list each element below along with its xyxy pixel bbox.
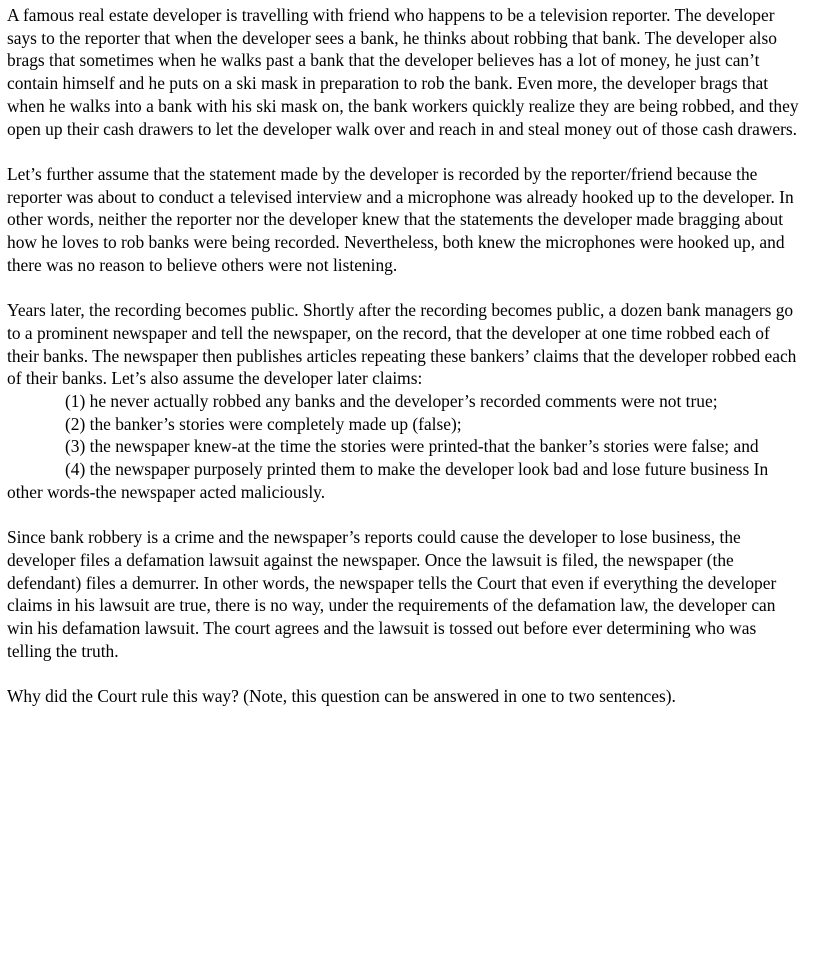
claim-item-2: (2) the banker’s stories were completely made up (false); bbox=[65, 413, 462, 434]
paragraph-claims bbox=[7, 299, 803, 503]
question-text: Why did the Court rule this way? (Note, this question can be answered in one to two sentences). bbox=[7, 686, 676, 707]
document-body bbox=[7, 4, 803, 730]
paragraph-scenario: A famous real estate developer is travelling with friend who happens to be a television reporter. The developer says to the reporter that when the developer sees a bank, he thinks about robbing that bank. The developer also brags that sometimes when he walks past a bank that the developer believes has a lot of money, he just can’t contain himself and he puts on a ski mask in preparation to rob the bank. Even more, the developer brags that when he walks into a bank with his ski mask on, the bank workers quickly realize they are being robbed, and they open up their cash drawers to let the developer walk over and reach in and steal money out of those cash drawers. bbox=[7, 5, 799, 139]
claim-item-1: (1) he never actually robbed any banks and the developer’s recorded comments were not true; bbox=[65, 390, 718, 411]
claim-item-4: (4) the newspaper purposely printed them to make the developer look bad and lose future business In other words-the newspaper acted maliciously. bbox=[7, 459, 769, 502]
paragraph-publication: Years later, the recording becomes public. Shortly after the recording becomes public, a dozen bank managers go to a prominent newspaper and tell the newspaper, on the record, that the developer at one time robbed each of their banks. The newspaper then publishes articles repeating these bankers’ claims that the developer robbed each of their banks. Let’s also assume the developer later claims: bbox=[7, 300, 797, 389]
paragraph-lawsuit: Since bank robbery is a crime and the newspaper’s reports could cause the developer to lose business, the developer files a defamation lawsuit against the newspaper. Once the lawsuit is filed, the newspaper (the defendant) files a demurrer. In other words, the newspaper tells the Court that even if everything the developer claims in his lawsuit are true, there is no way, under the requirements of the defamation law, the developer can win his defamation lawsuit. The court agrees and the lawsuit is tossed out before ever determining who was telling the truth. bbox=[7, 527, 777, 661]
claim-item-3: (3) the newspaper knew-at the time the stories were printed-that the banker’s stories were false; and bbox=[65, 436, 759, 457]
paragraph-recording: Let’s further assume that the statement made by the developer is recorded by the reporter/friend because the reporter was about to conduct a televised interview and a microphone was already hooked up to the developer. In other words, neither the reporter nor the developer knew that the statements the developer made bragging about how he loves to rob banks were being recorded. Nevertheless, both knew the microphones were hooked up, and there was no reason to believe others were not listening. bbox=[7, 163, 794, 275]
